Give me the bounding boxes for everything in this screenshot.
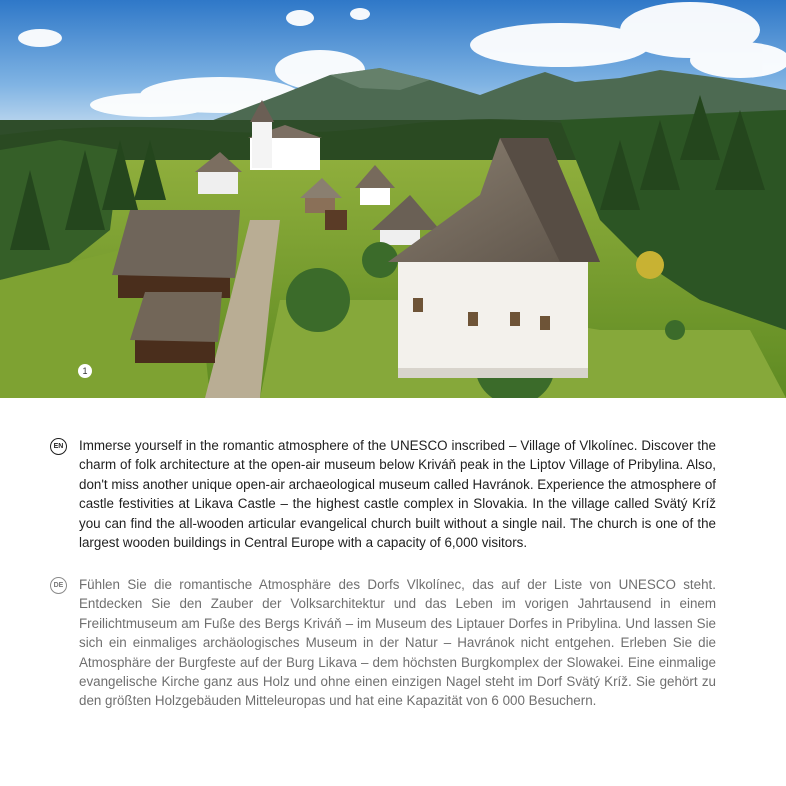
german-paragraph xyxy=(50,575,716,711)
photo-number-marker: 1 xyxy=(78,364,92,378)
english-paragraph xyxy=(50,436,716,552)
language-badge-en: EN xyxy=(50,438,67,455)
german-text: Fühlen Sie die romantische Atmosphäre des Dorfs Vlkolínec, das auf der Liste von UNESCO steht. Entdecken Sie den Zauber der Volksarchitektur und das Leben im vorigen Jahrtausend in einem Freilichtmuseum am Fuße des Bergs Kriváň – im Museum des Liptauer Dorfes in Pribylina. Und lassen Sie sich ein einmaliges archäologisches Museum in der Natur – Havránok nicht entgehen. Erleben Sie die Atmosphäre der Burgfeste auf der Burg Likava – dem höchsten Burgkomplex der Slowakei. Eine einmalige evangelische Kirche ganz aus Holz und ohne einen einzigen Nagel steht im Dorf Svätý Kríž. Sie gehört zu den größten Holzgebäuden Mitteleuropas und hat eine Kapazität von 6 000 Besuchern. xyxy=(79,577,716,709)
english-text: Immerse yourself in the romantic atmosphere of the UNESCO inscribed – Village of Vlkolínec. Discover the charm of folk architecture at the open-air museum below Kriváň peak in the Liptov Village of Pribylina. Also, don't miss another unique open-air archaeological museum called Havránok. Experience the atmosphere of castle festivities at Likava Castle – the highest castle complex in Slovakia. In the village called Svätý Kríž you can find the all-wooden articular evangelical church built without a single nail. The church is one of the largest wooden buildings in Central Europe with a capacity of 6,000 visitors. xyxy=(79,438,716,551)
language-badge-de: DE xyxy=(50,577,67,594)
